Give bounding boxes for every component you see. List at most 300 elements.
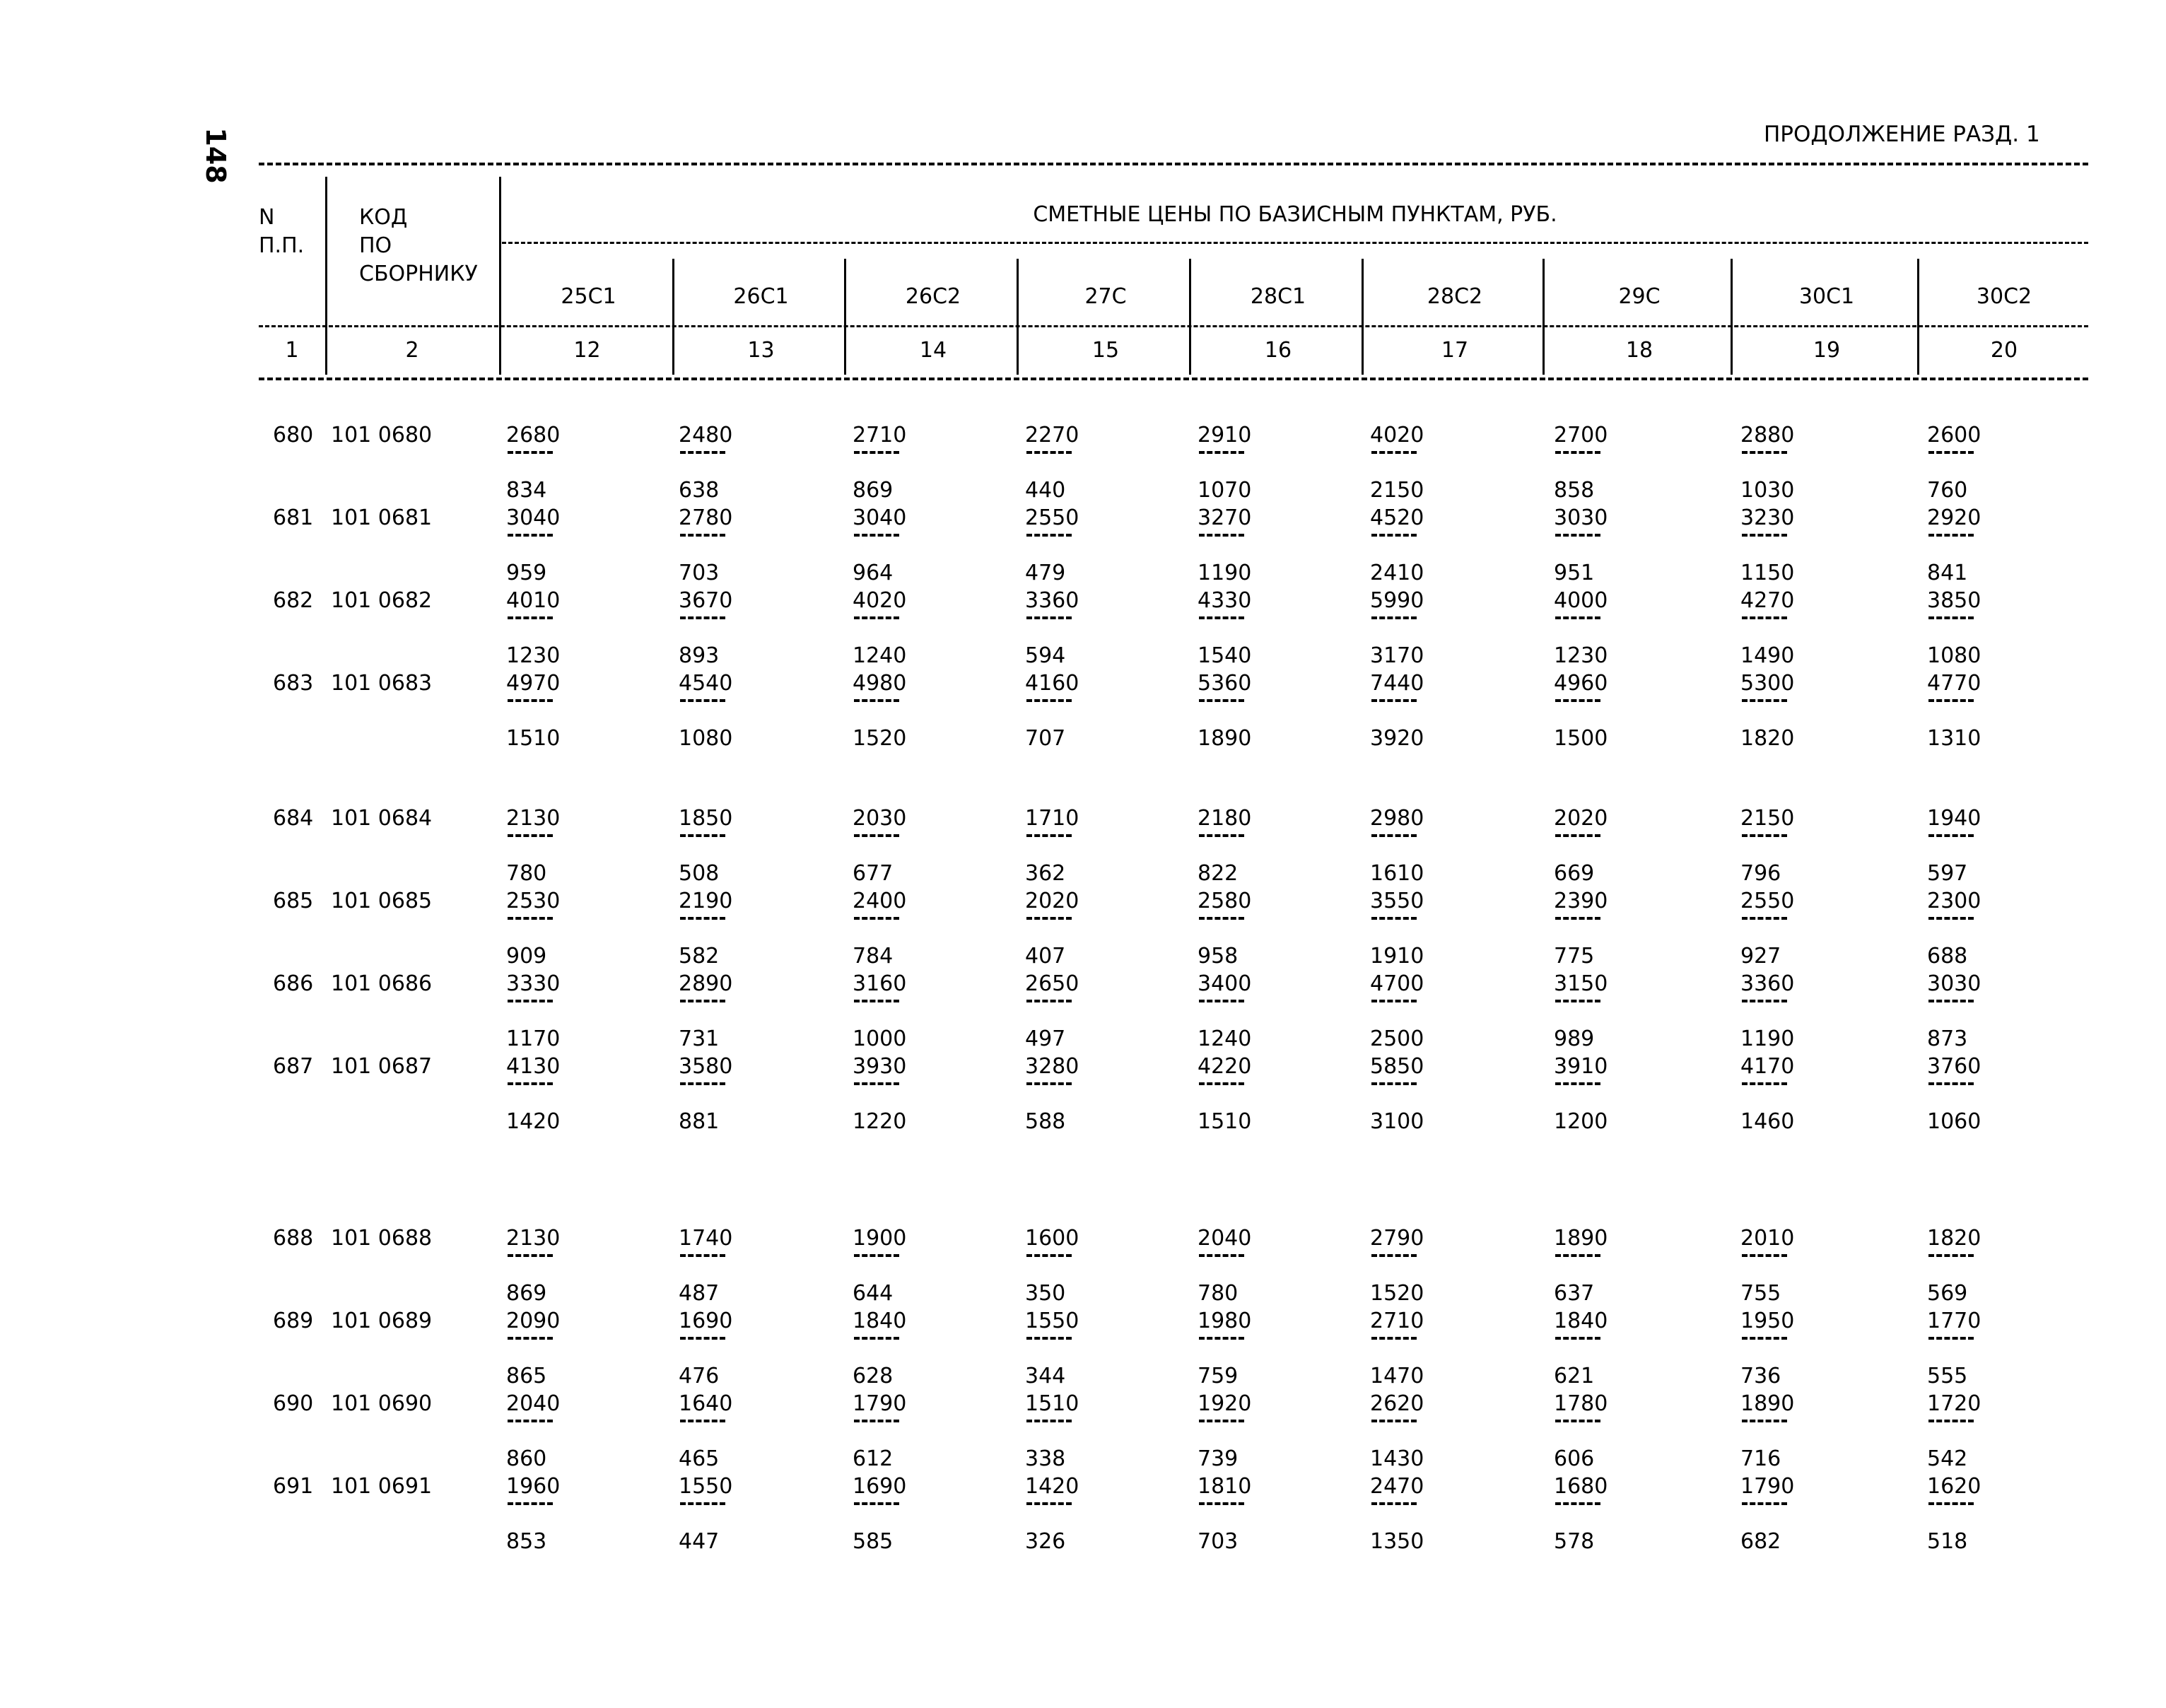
price-value-bottom: 1520: [853, 726, 907, 751]
price-value-bottom: 1230: [1554, 643, 1608, 668]
price-value-top: 4220: [1198, 1054, 1252, 1079]
price-value-top: 4540: [679, 671, 733, 696]
price-value-bottom: 959: [506, 561, 547, 585]
price-value-bottom: 677: [853, 861, 894, 886]
price-value-top: 1810: [1198, 1474, 1252, 1499]
price-value-bottom: 555: [1927, 1364, 1968, 1388]
price-separator: [1928, 699, 1974, 702]
price-separator: [680, 616, 725, 619]
price-value-bottom: 542: [1927, 1446, 1968, 1471]
price-separator: [854, 1082, 899, 1085]
column-number: 2: [405, 338, 419, 363]
price-value-bottom: 326: [1025, 1529, 1066, 1554]
price-separator: [508, 616, 553, 619]
price-value-bottom: 909: [506, 944, 547, 969]
price-value-top: 4770: [1927, 671, 1981, 696]
price-value-top: 5300: [1740, 671, 1795, 696]
row-code: 101 0689: [331, 1309, 433, 1333]
price-separator: [1199, 534, 1244, 537]
price-value-bottom: 1510: [1198, 1109, 1252, 1134]
price-separator: [680, 451, 725, 454]
price-value-bottom: 841: [1927, 561, 1968, 585]
price-value-bottom: 780: [1198, 1281, 1239, 1306]
price-value-top: 4700: [1370, 971, 1424, 996]
price-separator: [1199, 1000, 1244, 1002]
price-value-bottom: 407: [1025, 944, 1066, 969]
price-separator: [680, 834, 725, 837]
price-separator: [1026, 1000, 1072, 1002]
price-value-bottom: 362: [1025, 861, 1066, 886]
price-value-bottom: 780: [506, 861, 547, 886]
price-value-top: 4020: [1370, 423, 1424, 448]
price-value-top: 3400: [1198, 971, 1252, 996]
price-value-top: 2300: [1927, 889, 1981, 913]
price-separator: [1371, 1000, 1417, 1002]
price-separator: [1742, 834, 1787, 837]
price-separator: [854, 1337, 899, 1340]
price-value-bottom: 736: [1740, 1364, 1781, 1388]
price-value-bottom: 1080: [1927, 643, 1981, 668]
row-number: 680: [273, 423, 314, 448]
price-value-top: 4020: [853, 588, 907, 613]
price-value-bottom: 759: [1198, 1364, 1239, 1388]
row-code: 101 0686: [331, 971, 433, 996]
price-value-top: 4160: [1025, 671, 1079, 696]
column-number: 13: [747, 338, 775, 363]
price-value-bottom: 669: [1554, 861, 1595, 886]
price-value-bottom: 637: [1554, 1281, 1595, 1306]
price-separator: [1199, 1337, 1244, 1340]
row-number: 685: [273, 889, 314, 913]
price-value-top: 3270: [1198, 505, 1252, 530]
row-number: 683: [273, 671, 314, 696]
price-separator: [508, 1000, 553, 1002]
price-value-bottom: 1540: [1198, 643, 1252, 668]
price-value-top: 2710: [1370, 1309, 1424, 1333]
price-value-top: 1850: [679, 806, 733, 831]
price-value-bottom: 612: [853, 1446, 894, 1471]
price-value-bottom: 860: [506, 1446, 547, 1471]
price-separator: [1928, 1502, 1974, 1505]
price-value-top: 2040: [506, 1391, 561, 1416]
price-value-top: 1790: [853, 1391, 907, 1416]
price-value-top: 2710: [853, 423, 907, 448]
price-value-bottom: 479: [1025, 561, 1066, 585]
price-separator: [1555, 1082, 1600, 1085]
price-separator: [1026, 834, 1072, 837]
price-separator: [680, 1000, 725, 1002]
price-separator: [1371, 451, 1417, 454]
price-separator: [1555, 1337, 1600, 1340]
price-column-header: 30С2: [1976, 284, 2032, 309]
price-separator: [1928, 1254, 1974, 1257]
price-separator: [1742, 1254, 1787, 1257]
price-value-top: 1720: [1927, 1391, 1981, 1416]
price-value-top: 4520: [1370, 505, 1424, 530]
price-value-bottom: 2150: [1370, 478, 1424, 503]
price-value-bottom: 588: [1025, 1109, 1066, 1134]
price-separator: [1371, 616, 1417, 619]
price-value-top: 1710: [1025, 806, 1079, 831]
price-value-bottom: 707: [1025, 726, 1066, 751]
row-number: 689: [273, 1309, 314, 1333]
price-value-bottom: 350: [1025, 1281, 1066, 1306]
price-value-bottom: 760: [1927, 478, 1968, 503]
price-value-bottom: 585: [853, 1529, 894, 1554]
price-value-top: 3150: [1554, 971, 1608, 996]
price-separator: [854, 1502, 899, 1505]
price-value-top: 3030: [1927, 971, 1981, 996]
price-separator: [1555, 1420, 1600, 1422]
price-value-top: 7440: [1370, 671, 1424, 696]
price-separator: [1371, 699, 1417, 702]
price-value-top: 1900: [853, 1226, 907, 1251]
price-value-top: 5360: [1198, 671, 1252, 696]
price-column-header: 27С: [1084, 284, 1127, 309]
column-number: 14: [919, 338, 947, 363]
price-value-bottom: 3100: [1370, 1109, 1424, 1134]
price-value-top: 1780: [1554, 1391, 1608, 1416]
price-value-top: 4000: [1554, 588, 1608, 613]
price-value-bottom: 1190: [1740, 1026, 1795, 1051]
price-value-bottom: 1430: [1370, 1446, 1424, 1471]
price-separator: [508, 699, 553, 702]
price-separator: [508, 1420, 553, 1422]
price-separator: [1555, 451, 1600, 454]
price-value-top: 1820: [1927, 1226, 1981, 1251]
price-value-bottom: 487: [679, 1281, 720, 1306]
row-code: 101 0685: [331, 889, 433, 913]
price-separator: [854, 616, 899, 619]
price-value-top: 2390: [1554, 889, 1608, 913]
price-separator: [1371, 1337, 1417, 1340]
price-value-top: 2550: [1025, 505, 1079, 530]
price-value-bottom: 951: [1554, 561, 1595, 585]
column-number: 18: [1625, 338, 1653, 363]
price-separator: [1928, 1337, 1974, 1340]
price-value-bottom: 597: [1927, 861, 1968, 886]
price-separator: [1555, 1502, 1600, 1505]
price-value-top: 1550: [1025, 1309, 1079, 1333]
price-separator: [854, 534, 899, 537]
price-separator: [1199, 699, 1244, 702]
price-value-bottom: 703: [1198, 1529, 1239, 1554]
price-value-top: 4980: [853, 671, 907, 696]
price-value-top: 5990: [1370, 588, 1424, 613]
price-value-top: 1740: [679, 1226, 733, 1251]
price-value-bottom: 1460: [1740, 1109, 1795, 1134]
price-value-bottom: 1230: [506, 643, 561, 668]
price-separator: [680, 1420, 725, 1422]
price-separator: [508, 1337, 553, 1340]
price-value-bottom: 440: [1025, 478, 1066, 503]
row-code: 101 0680: [331, 423, 433, 448]
price-value-top: 3230: [1740, 505, 1795, 530]
price-separator: [854, 1254, 899, 1257]
price-value-top: 2620: [1370, 1391, 1424, 1416]
price-value-bottom: 1910: [1370, 944, 1424, 969]
price-separator: [854, 834, 899, 837]
price-value-bottom: 893: [679, 643, 720, 668]
price-separator: [508, 534, 553, 537]
price-value-bottom: 628: [853, 1364, 894, 1388]
col-code-label: КОД ПО СБОРНИКУ: [359, 205, 478, 286]
price-value-bottom: 2500: [1370, 1026, 1424, 1051]
row-number: 687: [273, 1054, 314, 1079]
price-value-top: 1890: [1740, 1391, 1795, 1416]
price-value-bottom: 476: [679, 1364, 720, 1388]
price-value-bottom: 447: [679, 1529, 720, 1554]
price-separator: [1026, 451, 1072, 454]
price-value-bottom: 869: [506, 1281, 547, 1306]
price-value-bottom: 853: [506, 1529, 547, 1554]
price-separator: [1371, 1420, 1417, 1422]
price-value-top: 1640: [679, 1391, 733, 1416]
price-value-bottom: 3170: [1370, 643, 1424, 668]
price-value-top: 2190: [679, 889, 733, 913]
price-separator: [1555, 1000, 1600, 1002]
price-separator: [1026, 616, 1072, 619]
price-value-top: 2530: [506, 889, 561, 913]
price-separator: [1928, 1000, 1974, 1002]
price-column-header: 29С: [1618, 284, 1661, 309]
price-separator: [1555, 534, 1600, 537]
price-separator: [1371, 917, 1417, 920]
price-value-bottom: 1220: [853, 1109, 907, 1134]
page-number: 148: [200, 127, 231, 184]
price-separator: [680, 699, 725, 702]
price-value-top: 1420: [1025, 1474, 1079, 1499]
price-value-bottom: 1820: [1740, 726, 1795, 751]
price-value-top: 3670: [679, 588, 733, 613]
price-value-top: 2780: [679, 505, 733, 530]
row-number: 686: [273, 971, 314, 996]
column-number: 17: [1441, 338, 1469, 363]
price-separator: [1555, 834, 1600, 837]
price-separator: [854, 1000, 899, 1002]
group-header: СМЕТНЫЕ ЦЕНЫ ПО БАЗИСНЫМ ПУНКТАМ, РУБ.: [1033, 202, 1557, 227]
price-value-top: 1620: [1927, 1474, 1981, 1499]
price-separator: [1026, 1502, 1072, 1505]
row-code: 101 0687: [331, 1054, 433, 1079]
price-separator: [1199, 917, 1244, 920]
row-code: 101 0690: [331, 1391, 433, 1416]
price-separator: [854, 699, 899, 702]
column-number: 12: [573, 338, 601, 363]
price-value-bottom: 1470: [1370, 1364, 1424, 1388]
price-value-top: 2130: [506, 1226, 561, 1251]
price-value-bottom: 578: [1554, 1529, 1595, 1554]
price-column-header: 26С2: [905, 284, 961, 309]
price-separator: [680, 1502, 725, 1505]
price-separator: [1371, 534, 1417, 537]
price-separator: [854, 451, 899, 454]
price-value-top: 3040: [506, 505, 561, 530]
price-value-top: 1550: [679, 1474, 733, 1499]
column-number: 16: [1264, 338, 1292, 363]
price-value-top: 2790: [1370, 1226, 1424, 1251]
price-value-top: 2980: [1370, 806, 1424, 831]
price-value-bottom: 858: [1554, 478, 1595, 503]
price-value-top: 2680: [506, 423, 561, 448]
row-code: 101 0691: [331, 1474, 433, 1499]
price-separator: [1026, 917, 1072, 920]
price-separator: [1199, 616, 1244, 619]
price-value-bottom: 1200: [1554, 1109, 1608, 1134]
price-value-top: 5850: [1370, 1054, 1424, 1079]
price-value-bottom: 1070: [1198, 478, 1252, 503]
price-value-top: 2180: [1198, 806, 1252, 831]
row-code: 101 0682: [331, 588, 433, 613]
price-value-top: 4170: [1740, 1054, 1795, 1079]
price-separator: [1555, 616, 1600, 619]
row-number: 691: [273, 1474, 314, 1499]
price-separator: [1742, 1082, 1787, 1085]
price-separator: [680, 1337, 725, 1340]
price-separator: [1555, 917, 1600, 920]
price-separator: [1371, 1082, 1417, 1085]
price-value-top: 3360: [1740, 971, 1795, 996]
price-value-bottom: 1510: [506, 726, 561, 751]
price-value-bottom: 1150: [1740, 561, 1795, 585]
price-separator: [1199, 1254, 1244, 1257]
price-value-top: 3160: [853, 971, 907, 996]
price-value-top: 2130: [506, 806, 561, 831]
price-value-bottom: 1000: [853, 1026, 907, 1051]
price-separator: [1928, 451, 1974, 454]
price-separator: [508, 1082, 553, 1085]
price-value-top: 1680: [1554, 1474, 1608, 1499]
group-header-rule: [502, 242, 2088, 244]
row-number: 682: [273, 588, 314, 613]
column-number: 20: [1990, 338, 2018, 363]
price-separator: [1026, 1082, 1072, 1085]
price-value-top: 1890: [1554, 1226, 1608, 1251]
price-separator: [1928, 1082, 1974, 1085]
price-separator: [1742, 616, 1787, 619]
price-value-top: 2030: [853, 806, 907, 831]
price-value-bottom: 869: [853, 478, 894, 503]
price-value-top: 1690: [679, 1309, 733, 1333]
price-separator: [680, 917, 725, 920]
price-value-bottom: 1240: [1198, 1026, 1252, 1051]
price-value-bottom: 865: [506, 1364, 547, 1388]
price-value-top: 1950: [1740, 1309, 1795, 1333]
price-separator: [1026, 534, 1072, 537]
row-number: 690: [273, 1391, 314, 1416]
price-value-bottom: 3920: [1370, 726, 1424, 751]
price-column-header: 28С2: [1427, 284, 1483, 309]
price-separator: [680, 1082, 725, 1085]
price-value-bottom: 1890: [1198, 726, 1252, 751]
price-value-bottom: 1080: [679, 726, 733, 751]
price-value-bottom: 716: [1740, 1446, 1781, 1471]
price-value-bottom: 755: [1740, 1281, 1781, 1306]
price-value-bottom: 508: [679, 861, 720, 886]
price-column-header: 28С1: [1250, 284, 1306, 309]
price-value-bottom: 682: [1740, 1529, 1781, 1554]
price-column-header: 26С1: [733, 284, 789, 309]
price-separator: [508, 451, 553, 454]
price-value-bottom: 784: [853, 944, 894, 969]
price-separator: [1928, 534, 1974, 537]
price-value-top: 1770: [1927, 1309, 1981, 1333]
price-value-bottom: 621: [1554, 1364, 1595, 1388]
price-value-top: 3360: [1025, 588, 1079, 613]
column-number: 15: [1091, 338, 1120, 363]
price-value-top: 2020: [1554, 806, 1608, 831]
price-value-bottom: 731: [679, 1026, 720, 1051]
price-value-top: 3910: [1554, 1054, 1608, 1079]
price-separator: [1742, 1420, 1787, 1422]
price-value-bottom: 958: [1198, 944, 1239, 969]
price-value-bottom: 638: [679, 478, 720, 503]
price-value-top: 3550: [1370, 889, 1424, 913]
price-separator: [1199, 1420, 1244, 1422]
row-number: 681: [273, 505, 314, 530]
price-value-top: 1790: [1740, 1474, 1795, 1499]
price-value-bottom: 1170: [506, 1026, 561, 1051]
row-code: 101 0683: [331, 671, 433, 696]
price-value-top: 4970: [506, 671, 561, 696]
price-separator: [508, 1502, 553, 1505]
price-value-top: 1600: [1025, 1226, 1079, 1251]
price-value-bottom: 1490: [1740, 643, 1795, 668]
price-value-top: 2890: [679, 971, 733, 996]
price-value-top: 4270: [1740, 588, 1795, 613]
price-value-top: 3030: [1554, 505, 1608, 530]
price-separator: [1199, 834, 1244, 837]
price-separator: [1742, 534, 1787, 537]
price-value-bottom: 1500: [1554, 726, 1608, 751]
price-value-top: 4330: [1198, 588, 1252, 613]
row-number: 688: [273, 1226, 314, 1251]
price-separator: [1742, 1000, 1787, 1002]
price-value-bottom: 1310: [1927, 726, 1981, 751]
price-value-bottom: 644: [853, 1281, 894, 1306]
price-value-top: 1690: [853, 1474, 907, 1499]
price-separator: [1026, 1337, 1072, 1340]
col-number-rule: [259, 325, 2088, 327]
price-value-top: 2880: [1740, 423, 1795, 448]
price-value-top: 2550: [1740, 889, 1795, 913]
price-value-bottom: 582: [679, 944, 720, 969]
price-value-bottom: 927: [1740, 944, 1781, 969]
price-value-bottom: 518: [1927, 1529, 1968, 1554]
price-value-top: 1840: [853, 1309, 907, 1333]
price-separator: [1199, 1502, 1244, 1505]
price-separator: [1026, 1254, 1072, 1257]
price-separator: [1199, 1082, 1244, 1085]
header-bottom-rule: [259, 378, 2088, 380]
price-value-bottom: 1420: [506, 1109, 561, 1134]
price-value-bottom: 344: [1025, 1364, 1066, 1388]
price-value-bottom: 688: [1927, 944, 1968, 969]
price-separator: [1928, 917, 1974, 920]
price-column-header: 25С1: [561, 284, 616, 309]
price-separator: [1555, 1254, 1600, 1257]
price-value-top: 2150: [1740, 806, 1795, 831]
price-value-top: 2020: [1025, 889, 1079, 913]
price-value-bottom: 1060: [1927, 1109, 1981, 1134]
price-separator: [1742, 451, 1787, 454]
price-value-bottom: 594: [1025, 643, 1066, 668]
price-value-bottom: 1350: [1370, 1529, 1424, 1554]
price-separator: [508, 917, 553, 920]
price-value-bottom: 338: [1025, 1446, 1066, 1471]
price-separator: [1928, 834, 1974, 837]
price-value-top: 3760: [1927, 1054, 1981, 1079]
